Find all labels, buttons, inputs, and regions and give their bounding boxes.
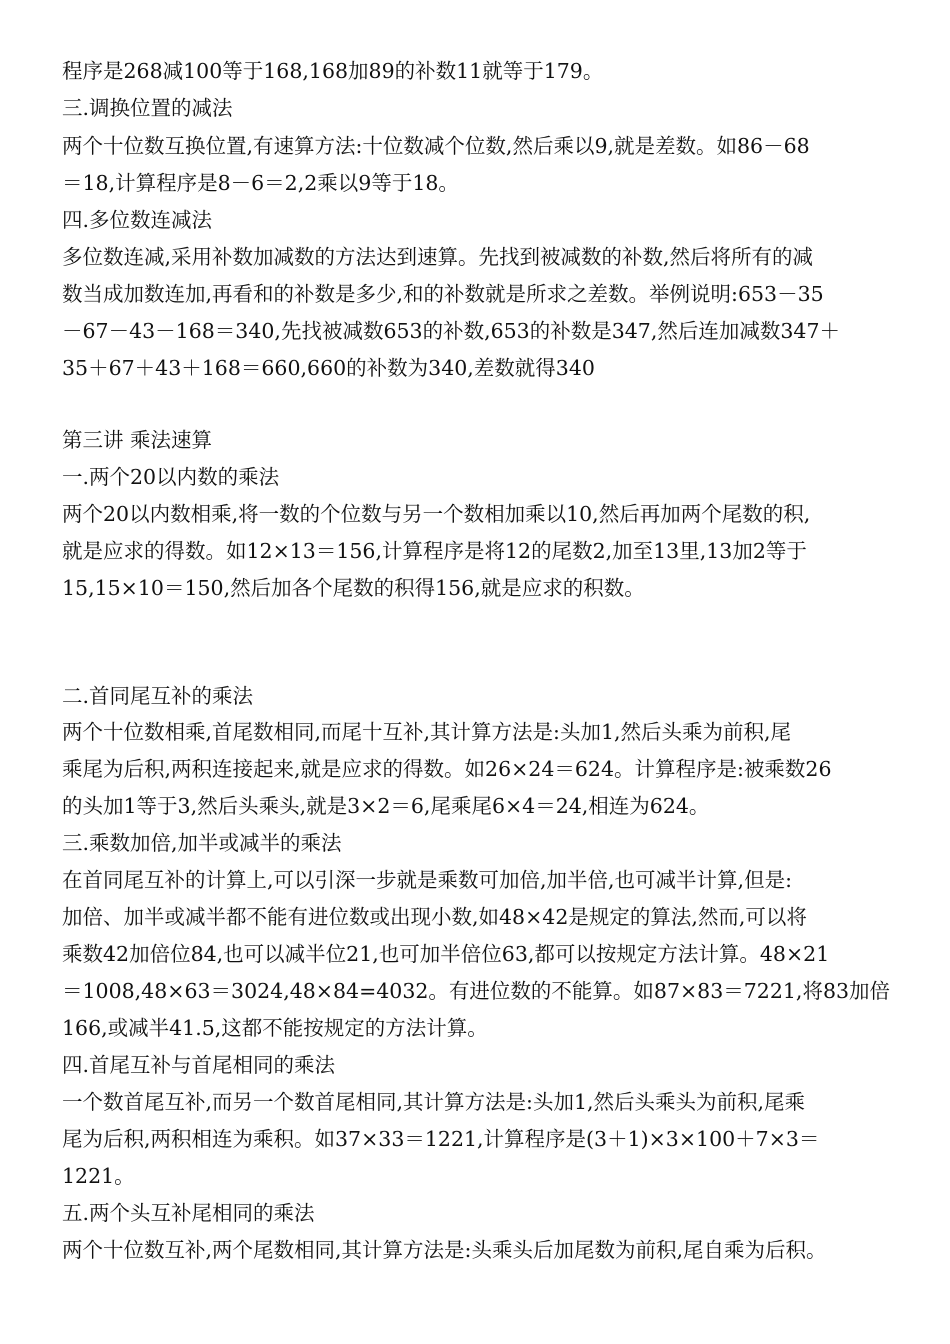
chapter-heading: 第三讲 乘法速算 [62, 428, 213, 452]
text-line: 两个20以内数相乘,将一数的个位数与另一个数相加乘以10,然后再加两个尾数的积, [62, 502, 811, 526]
text-line: 一个数首尾互补,而另一个数首尾相同,其计算方法是:头加1,然后头乘头为前积,尾乘 [62, 1090, 806, 1114]
text-line: －67－43－168＝340,先找被减数653的补数,653的补数是347,然后连加减数347＋ [62, 319, 840, 343]
text-line: 两个十位数互换位置,有速算方法:十位数减个位数,然后乘以9,就是差数。如86－68 [62, 134, 810, 158]
text-line: 程序是268减100等于168,168加89的补数11就等于179。 [62, 59, 604, 83]
text-line: 的头加1等于3,然后头乘头,就是3×2＝6,尾乘尾6×4＝24,相连为624。 [62, 794, 710, 818]
text-line: 数当成加数连加,再看和的补数是多少,和的补数就是所求之差数。举例说明:653－35 [62, 282, 824, 306]
text-line: 两个十位数互补,两个尾数相同,其计算方法是:头乘头后加尾数为前积,尾自乘为后积。 [62, 1238, 827, 1262]
section-heading: 三.乘数加倍,加半或减半的乘法 [62, 831, 342, 855]
text-line: 两个十位数相乘,首尾数相同,而尾十互补,其计算方法是:头加1,然后头乘为前积,尾 [62, 720, 792, 744]
text-line: 15,15×10＝150,然后加各个尾数的积得156,就是应求的积数。 [62, 576, 645, 600]
text-line: 1221。 [62, 1164, 135, 1188]
text-line: 就是应求的得数。如12×13＝156,计算程序是将12的尾数2,加至13里,13加2等于 [62, 539, 807, 563]
text-line: 尾为后积,两积相连为乘积。如37×33＝1221,计算程序是(3＋1)×3×100＋7×3＝ [62, 1127, 820, 1151]
section-heading: 二.首同尾互补的乘法 [62, 684, 254, 708]
text-line: 35＋67＋43＋168＝660,660的补数为340,差数就得340 [62, 356, 595, 380]
text-line: 在首同尾互补的计算上,可以引深一步就是乘数可加倍,加半倍,也可减半计算,但是: [62, 868, 792, 892]
text-line: 乘数42加倍位84,也可以减半位21,也可加半倍位63,都可以按规定方法计算。48×21 [62, 942, 830, 966]
text-line: 加倍、加半或减半都不能有进位数或出现小数,如48×42是规定的算法,然而,可以将 [62, 905, 807, 929]
section-heading: 三.调换位置的减法 [62, 96, 233, 120]
text-line: 多位数连减,采用补数加减数的方法达到速算。先找到被减数的补数,然后将所有的减 [62, 245, 814, 269]
section-heading: 四.首尾互补与首尾相同的乘法 [62, 1053, 336, 1077]
section-heading: 四.多位数连减法 [62, 208, 213, 232]
section-heading: 一.两个20以内数的乘法 [62, 465, 280, 489]
text-line: ＝18,计算程序是8－6＝2,2乘以9等于18。 [62, 171, 459, 195]
text-line: ＝1008,48×63＝3024,48×84=4032。有进位数的不能算。如87×83＝7221,将83加倍 [62, 979, 891, 1003]
text-line: 乘尾为后积,两积连接起来,就是应求的得数。如26×24＝624。计算程序是:被乘数26 [62, 757, 832, 781]
section-heading: 五.两个头互补尾相同的乘法 [62, 1201, 315, 1225]
text-line: 166,或减半41.5,这都不能按规定的方法计算。 [62, 1016, 488, 1040]
